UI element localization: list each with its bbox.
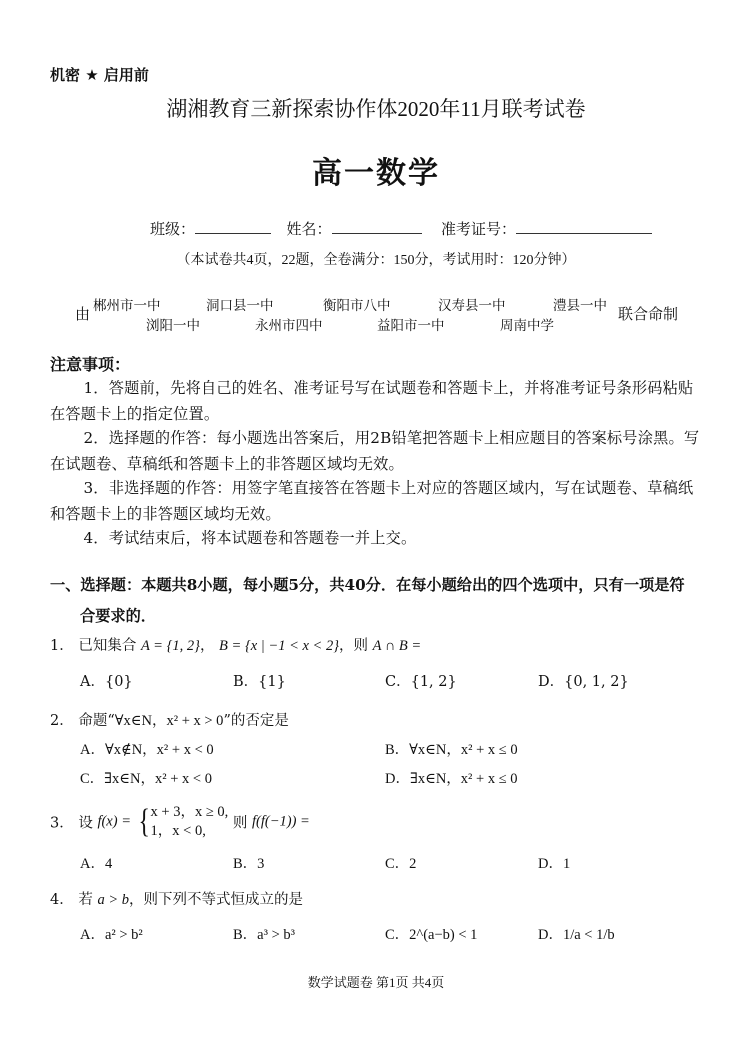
q4-option-a: A．a² > b² bbox=[80, 927, 143, 943]
exam-note: （本试卷共4页，22题，全卷满分：150分，考试用时：120分钟） bbox=[176, 253, 576, 268]
page-footer: 数学试题卷 第1页 共4页 bbox=[307, 975, 445, 990]
class-label: 班级： bbox=[150, 222, 196, 238]
q1-set-b: B = {x | −1 < x < 2} bbox=[219, 638, 339, 654]
q1-set-a: A = {1, 2} bbox=[140, 638, 200, 654]
confidential-label: 机密 ★ 启用前 bbox=[50, 66, 149, 84]
q3-option-b: B．3 bbox=[233, 856, 265, 872]
q2-text-b: ”的否定是 bbox=[223, 713, 289, 729]
q2-text-a: 命题“ bbox=[78, 713, 115, 729]
school-1: 郴州市一中 bbox=[93, 298, 161, 314]
q3-text-b: 则 bbox=[232, 815, 248, 832]
q1-option-d: D．{0, 1, 2} bbox=[538, 674, 629, 690]
question-4 bbox=[50, 888, 303, 909]
school-5: 澧县一中 bbox=[553, 298, 607, 314]
question-2 bbox=[50, 709, 289, 730]
q1-option-b: B．{1} bbox=[233, 674, 286, 690]
q1-option-a: A．{0} bbox=[80, 674, 133, 690]
q4-condition: a > b bbox=[97, 892, 129, 908]
notice-item-3: 3．非选择题的作答：用签字笔直接答在答题卡上对应的答题区域内，写在试题卷、草稿纸和答题卡上的非答题区域均无效。 bbox=[50, 479, 694, 523]
school-9: 周南中学 bbox=[500, 318, 554, 334]
joint-prefix: 由 bbox=[75, 307, 91, 323]
q3-option-a: A．4 bbox=[80, 856, 113, 872]
name-label: 姓名： bbox=[286, 222, 332, 238]
q2-proposition: ∀x∈N，x² + x > 0 bbox=[114, 713, 224, 729]
exam-title: 湖湘教育三新探索协作体2020年11月联考试卷 bbox=[166, 97, 586, 121]
student-info-row bbox=[150, 218, 652, 239]
q4-option-b: B．a³ > b³ bbox=[233, 927, 295, 943]
q3-option-c: C．2 bbox=[385, 856, 417, 872]
notice-item-1: 1．答题前，先将自己的姓名、准考证号写在试题卷和答题卡上，并将准考证号条形码粘贴在答题卡上的指定位置。 bbox=[50, 379, 694, 423]
q2-number: 2． bbox=[50, 713, 74, 729]
section-heading-line2: 合要求的． bbox=[80, 607, 156, 625]
q2-option-d: D．∃x∈N，x² + x ≤ 0 bbox=[385, 771, 518, 787]
q3-number: 3． bbox=[50, 815, 74, 832]
subject-title: 高一数学 bbox=[312, 156, 440, 191]
school-8: 益阳市一中 bbox=[377, 318, 445, 334]
q4-text-a: 若 bbox=[78, 892, 93, 908]
school-4: 汉寿县一中 bbox=[438, 298, 506, 314]
q1-expr: A ∩ B = bbox=[372, 638, 422, 654]
q3-case-1: x + 3，x ≥ 0, bbox=[150, 804, 229, 820]
q3-fx: f(x) = bbox=[97, 813, 131, 830]
joint-suffix: 联合命制 bbox=[618, 307, 679, 323]
q4-option-c: C．2^(a−b) < 1 bbox=[385, 927, 478, 943]
id-label: 准考证号： bbox=[441, 222, 517, 238]
q1-text-a: 已知集合 bbox=[78, 638, 137, 654]
notice-heading: 注意事项： bbox=[50, 355, 131, 374]
q4-option-d: D．1/a < 1/b bbox=[538, 927, 615, 943]
school-2: 洞口县一中 bbox=[206, 298, 274, 314]
q2-option-b: B．∀x∈N，x² + x ≤ 0 bbox=[385, 742, 518, 758]
q2-option-c: C．∃x∈N，x² + x < 0 bbox=[80, 771, 212, 787]
question-3 bbox=[50, 803, 310, 841]
name-blank bbox=[332, 219, 422, 234]
q3-brace: { bbox=[138, 803, 150, 840]
q1-text-b: ，则 bbox=[339, 638, 368, 654]
question-1 bbox=[50, 634, 421, 655]
school-6: 浏阳一中 bbox=[146, 318, 200, 334]
school-3: 衡阳市八中 bbox=[323, 298, 391, 314]
id-blank bbox=[516, 219, 652, 234]
section-heading bbox=[50, 570, 710, 632]
q4-number: 4． bbox=[50, 892, 74, 908]
notice-item-4: 4．考试结束后，将本试题卷和答题卷一并上交。 bbox=[83, 529, 417, 547]
section-heading-line1: 一、选择题：本题共8小题，每小题5分，共40分．在每小题给出的四个选项中，只有一项是符 bbox=[50, 576, 685, 594]
q2-option-a: A．∀x∉N，x² + x < 0 bbox=[80, 742, 214, 758]
q1-sep: ， bbox=[199, 638, 215, 654]
q3-case-2: 1，x < 0, bbox=[150, 823, 206, 839]
q3-expr: f(f(−1)) = bbox=[252, 813, 310, 830]
q1-number: 1． bbox=[50, 638, 74, 654]
q3-option-d: D．1 bbox=[538, 856, 571, 872]
class-blank bbox=[195, 219, 271, 234]
q4-text-b: ，则下列不等式恒成立的是 bbox=[129, 892, 303, 908]
q3-cases bbox=[151, 803, 229, 841]
notice-item-2: 2．选择题的作答：每小题选出答案后，用2B铅笔把答题卡上相应题目的答案标号涂黑。写在试题卷、草稿纸和答题卡上的非答题区域均无效。 bbox=[50, 429, 700, 473]
q3-text-a: 设 bbox=[78, 815, 93, 832]
school-7: 永州市四中 bbox=[255, 318, 323, 334]
q1-option-c: C．{1, 2} bbox=[385, 674, 457, 690]
